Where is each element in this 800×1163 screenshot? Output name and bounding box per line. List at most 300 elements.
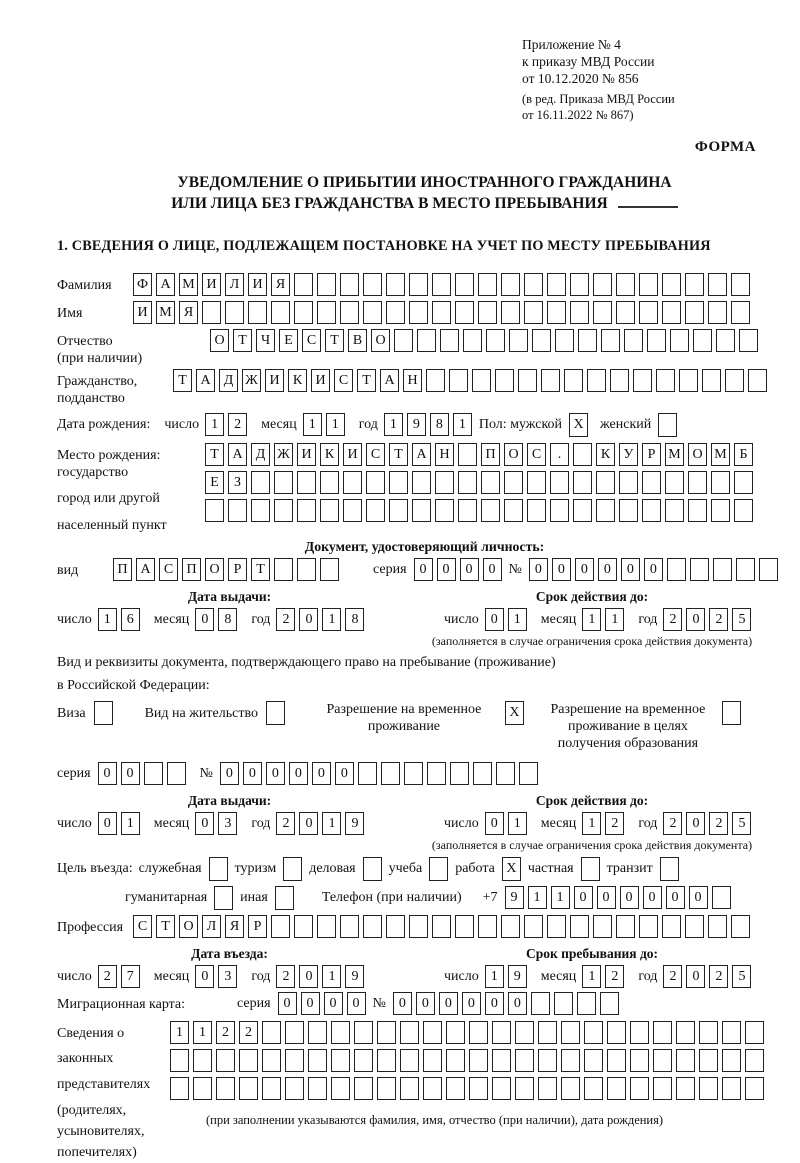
char-box[interactable]: 0 <box>195 608 214 631</box>
char-box[interactable] <box>616 273 635 296</box>
char-box[interactable] <box>596 499 615 522</box>
char-box[interactable] <box>725 369 744 392</box>
char-box[interactable] <box>228 499 247 522</box>
char-box[interactable] <box>515 1049 534 1072</box>
char-box[interactable] <box>358 762 377 785</box>
char-box[interactable]: 2 <box>239 1021 258 1044</box>
char-box[interactable]: 2 <box>605 812 624 835</box>
char-box[interactable]: Т <box>205 443 224 466</box>
char-box[interactable] <box>584 1049 603 1072</box>
char-box[interactable] <box>577 992 596 1015</box>
char-box[interactable] <box>570 915 589 938</box>
char-box[interactable] <box>202 301 221 324</box>
char-box[interactable] <box>630 1077 649 1100</box>
char-box[interactable] <box>409 915 428 938</box>
char-box[interactable] <box>320 499 339 522</box>
char-box[interactable] <box>711 499 730 522</box>
char-box[interactable] <box>633 369 652 392</box>
char-box[interactable] <box>331 1021 350 1044</box>
char-box[interactable] <box>481 499 500 522</box>
char-box[interactable] <box>573 471 592 494</box>
char-box[interactable] <box>630 1021 649 1044</box>
checkbox-purpose-private[interactable] <box>581 857 600 881</box>
char-box[interactable] <box>573 499 592 522</box>
char-box[interactable] <box>722 1049 741 1072</box>
char-box[interactable] <box>759 558 778 581</box>
char-box[interactable] <box>607 1021 626 1044</box>
char-box[interactable] <box>662 273 681 296</box>
char-box[interactable]: М <box>179 273 198 296</box>
char-box[interactable] <box>492 1021 511 1044</box>
char-box[interactable]: В <box>348 329 367 352</box>
char-box[interactable]: 0 <box>301 992 320 1015</box>
char-box[interactable] <box>423 1049 442 1072</box>
char-box[interactable] <box>667 558 686 581</box>
char-box[interactable]: А <box>136 558 155 581</box>
char-box[interactable]: С <box>366 443 385 466</box>
char-box[interactable] <box>455 301 474 324</box>
char-box[interactable]: С <box>159 558 178 581</box>
char-box[interactable]: 0 <box>529 558 548 581</box>
char-box[interactable]: Л <box>202 915 221 938</box>
checkbox-male[interactable]: X <box>569 413 588 437</box>
char-box[interactable] <box>619 471 638 494</box>
char-box[interactable]: 0 <box>439 992 458 1015</box>
char-box[interactable]: 9 <box>345 812 364 835</box>
char-box[interactable]: А <box>156 273 175 296</box>
char-box[interactable]: И <box>265 369 284 392</box>
char-box[interactable] <box>377 1049 396 1072</box>
char-box[interactable] <box>331 1049 350 1072</box>
char-box[interactable] <box>610 369 629 392</box>
char-box[interactable] <box>745 1049 764 1072</box>
char-box[interactable]: Н <box>435 443 454 466</box>
char-box[interactable]: 5 <box>732 608 751 631</box>
char-box[interactable]: К <box>320 443 339 466</box>
char-box[interactable]: А <box>228 443 247 466</box>
char-box[interactable]: Ф <box>133 273 152 296</box>
char-box[interactable] <box>386 915 405 938</box>
char-box[interactable] <box>616 915 635 938</box>
char-box[interactable]: 0 <box>508 992 527 1015</box>
char-box[interactable]: 0 <box>437 558 456 581</box>
char-box[interactable]: 0 <box>278 992 297 1015</box>
char-box[interactable] <box>274 499 293 522</box>
char-box[interactable] <box>593 273 612 296</box>
char-box[interactable]: Т <box>156 915 175 938</box>
char-box[interactable] <box>363 273 382 296</box>
char-box[interactable] <box>251 499 270 522</box>
char-box[interactable] <box>340 915 359 938</box>
checkbox-purpose-business[interactable] <box>363 857 382 881</box>
char-box[interactable] <box>570 273 589 296</box>
char-box[interactable] <box>532 329 551 352</box>
char-box[interactable] <box>363 301 382 324</box>
char-box[interactable] <box>699 1077 718 1100</box>
char-box[interactable]: 0 <box>620 886 639 909</box>
char-box[interactable]: Т <box>389 443 408 466</box>
char-box[interactable]: 1 <box>205 413 224 436</box>
char-box[interactable] <box>745 1021 764 1044</box>
checkbox-visa[interactable] <box>94 701 113 725</box>
char-box[interactable] <box>561 1049 580 1072</box>
char-box[interactable] <box>239 1049 258 1072</box>
char-box[interactable] <box>317 273 336 296</box>
char-box[interactable]: 0 <box>393 992 412 1015</box>
char-box[interactable] <box>561 1077 580 1100</box>
checkbox-purpose-work[interactable]: X <box>502 857 521 881</box>
char-box[interactable] <box>377 1021 396 1044</box>
char-box[interactable]: Б <box>734 443 753 466</box>
char-box[interactable] <box>736 558 755 581</box>
char-box[interactable]: Я <box>225 915 244 938</box>
char-box[interactable] <box>515 1021 534 1044</box>
char-box[interactable] <box>446 1077 465 1100</box>
char-box[interactable]: Т <box>251 558 270 581</box>
char-box[interactable] <box>708 301 727 324</box>
char-box[interactable] <box>455 273 474 296</box>
char-box[interactable]: 2 <box>276 608 295 631</box>
char-box[interactable] <box>170 1049 189 1072</box>
char-box[interactable] <box>699 1049 718 1072</box>
char-box[interactable] <box>688 471 707 494</box>
char-box[interactable]: 2 <box>663 608 682 631</box>
char-box[interactable]: 1 <box>582 608 601 631</box>
char-box[interactable]: О <box>210 329 229 352</box>
char-box[interactable]: 0 <box>485 608 504 631</box>
char-box[interactable]: 9 <box>505 886 524 909</box>
char-box[interactable]: Е <box>279 329 298 352</box>
char-box[interactable]: 9 <box>508 965 527 988</box>
char-box[interactable] <box>616 301 635 324</box>
char-box[interactable]: Я <box>271 273 290 296</box>
char-box[interactable] <box>320 471 339 494</box>
char-box[interactable] <box>432 273 451 296</box>
char-box[interactable]: 2 <box>276 965 295 988</box>
char-box[interactable] <box>734 471 753 494</box>
char-box[interactable]: 1 <box>322 812 341 835</box>
char-box[interactable] <box>193 1049 212 1072</box>
char-box[interactable]: 1 <box>303 413 322 436</box>
char-box[interactable] <box>711 471 730 494</box>
char-box[interactable]: Н <box>403 369 422 392</box>
char-box[interactable] <box>653 1077 672 1100</box>
char-box[interactable]: С <box>302 329 321 352</box>
char-box[interactable] <box>478 273 497 296</box>
checkbox-residence-permit[interactable] <box>266 701 285 725</box>
char-box[interactable]: 0 <box>243 762 262 785</box>
char-box[interactable]: 0 <box>335 762 354 785</box>
char-box[interactable] <box>363 915 382 938</box>
char-box[interactable] <box>193 1077 212 1100</box>
char-box[interactable]: 5 <box>732 812 751 835</box>
char-box[interactable] <box>570 301 589 324</box>
char-box[interactable] <box>690 558 709 581</box>
char-box[interactable]: 1 <box>582 965 601 988</box>
char-box[interactable] <box>262 1049 281 1072</box>
char-box[interactable]: 1 <box>322 965 341 988</box>
char-box[interactable]: 0 <box>575 558 594 581</box>
char-box[interactable] <box>550 499 569 522</box>
char-box[interactable] <box>748 369 767 392</box>
char-box[interactable] <box>519 762 538 785</box>
char-box[interactable] <box>432 915 451 938</box>
char-box[interactable] <box>554 992 573 1015</box>
char-box[interactable]: 1 <box>121 812 140 835</box>
char-box[interactable]: 0 <box>485 812 504 835</box>
char-box[interactable]: 0 <box>195 965 214 988</box>
char-box[interactable] <box>600 992 619 1015</box>
char-box[interactable]: З <box>228 471 247 494</box>
char-box[interactable] <box>458 499 477 522</box>
char-box[interactable] <box>584 1021 603 1044</box>
char-box[interactable] <box>409 273 428 296</box>
char-box[interactable] <box>538 1077 557 1100</box>
char-box[interactable]: 0 <box>289 762 308 785</box>
char-box[interactable] <box>297 471 316 494</box>
char-box[interactable] <box>409 301 428 324</box>
char-box[interactable]: 1 <box>384 413 403 436</box>
char-box[interactable] <box>722 1021 741 1044</box>
char-box[interactable] <box>665 499 684 522</box>
char-box[interactable] <box>469 1021 488 1044</box>
char-box[interactable]: 1 <box>528 886 547 909</box>
char-box[interactable] <box>377 1077 396 1100</box>
char-box[interactable] <box>642 471 661 494</box>
char-box[interactable] <box>676 1021 695 1044</box>
checkbox-purpose-transit[interactable] <box>660 857 679 881</box>
char-box[interactable]: П <box>481 443 500 466</box>
char-box[interactable] <box>712 886 731 909</box>
checkbox-temp-residence[interactable]: X <box>505 701 524 725</box>
char-box[interactable]: 1 <box>508 608 527 631</box>
char-box[interactable] <box>708 915 727 938</box>
char-box[interactable] <box>450 762 469 785</box>
char-box[interactable]: 0 <box>299 608 318 631</box>
char-box[interactable]: Я <box>179 301 198 324</box>
char-box[interactable]: Р <box>642 443 661 466</box>
char-box[interactable] <box>381 762 400 785</box>
checkbox-purpose-study[interactable] <box>429 857 448 881</box>
char-box[interactable] <box>676 1077 695 1100</box>
char-box[interactable] <box>216 1049 235 1072</box>
char-box[interactable] <box>167 762 186 785</box>
char-box[interactable] <box>639 273 658 296</box>
char-box[interactable] <box>432 301 451 324</box>
char-box[interactable] <box>435 471 454 494</box>
char-box[interactable] <box>596 471 615 494</box>
char-box[interactable]: А <box>412 443 431 466</box>
char-box[interactable] <box>656 369 675 392</box>
char-box[interactable] <box>685 915 704 938</box>
char-box[interactable]: 0 <box>299 965 318 988</box>
char-box[interactable] <box>630 1049 649 1072</box>
char-box[interactable] <box>458 443 477 466</box>
checkbox-purpose-tourism[interactable] <box>283 857 302 881</box>
char-box[interactable]: 0 <box>686 608 705 631</box>
char-box[interactable] <box>412 499 431 522</box>
char-box[interactable] <box>354 1049 373 1072</box>
char-box[interactable] <box>262 1077 281 1100</box>
char-box[interactable]: 1 <box>605 608 624 631</box>
char-box[interactable]: Е <box>205 471 224 494</box>
char-box[interactable]: 1 <box>508 812 527 835</box>
char-box[interactable] <box>340 273 359 296</box>
char-box[interactable]: 0 <box>220 762 239 785</box>
char-box[interactable] <box>404 762 423 785</box>
char-box[interactable] <box>343 499 362 522</box>
char-box[interactable]: 1 <box>485 965 504 988</box>
char-box[interactable] <box>518 369 537 392</box>
char-box[interactable] <box>423 1077 442 1100</box>
char-box[interactable] <box>561 1021 580 1044</box>
char-box[interactable] <box>515 1077 534 1100</box>
char-box[interactable]: И <box>202 273 221 296</box>
char-box[interactable]: 2 <box>605 965 624 988</box>
char-box[interactable] <box>662 915 681 938</box>
char-box[interactable]: Д <box>219 369 238 392</box>
checkbox-purpose-official[interactable] <box>209 857 228 881</box>
char-box[interactable] <box>496 762 515 785</box>
char-box[interactable]: О <box>179 915 198 938</box>
char-box[interactable]: 5 <box>732 965 751 988</box>
char-box[interactable] <box>400 1049 419 1072</box>
char-box[interactable] <box>205 499 224 522</box>
char-box[interactable]: 0 <box>485 992 504 1015</box>
char-box[interactable] <box>446 1049 465 1072</box>
char-box[interactable]: И <box>343 443 362 466</box>
char-box[interactable] <box>455 915 474 938</box>
char-box[interactable] <box>501 273 520 296</box>
char-box[interactable] <box>285 1049 304 1072</box>
char-box[interactable]: М <box>711 443 730 466</box>
char-box[interactable] <box>144 762 163 785</box>
char-box[interactable] <box>679 369 698 392</box>
char-box[interactable] <box>426 369 445 392</box>
char-box[interactable] <box>297 558 316 581</box>
char-box[interactable] <box>394 329 413 352</box>
char-box[interactable]: 1 <box>98 608 117 631</box>
char-box[interactable]: 0 <box>121 762 140 785</box>
char-box[interactable]: 1 <box>322 608 341 631</box>
char-box[interactable]: М <box>665 443 684 466</box>
char-box[interactable] <box>440 329 459 352</box>
char-box[interactable]: С <box>334 369 353 392</box>
char-box[interactable] <box>587 369 606 392</box>
char-box[interactable] <box>531 992 550 1015</box>
char-box[interactable] <box>593 301 612 324</box>
char-box[interactable]: Т <box>233 329 252 352</box>
char-box[interactable] <box>702 369 721 392</box>
char-box[interactable] <box>225 301 244 324</box>
char-box[interactable] <box>285 1021 304 1044</box>
char-box[interactable] <box>331 1077 350 1100</box>
char-box[interactable] <box>527 471 546 494</box>
char-box[interactable]: 0 <box>621 558 640 581</box>
char-box[interactable]: Ж <box>274 443 293 466</box>
char-box[interactable]: К <box>288 369 307 392</box>
char-box[interactable] <box>564 369 583 392</box>
char-box[interactable]: 9 <box>345 965 364 988</box>
char-box[interactable] <box>734 499 753 522</box>
char-box[interactable]: 0 <box>598 558 617 581</box>
char-box[interactable]: 3 <box>218 965 237 988</box>
char-box[interactable] <box>527 499 546 522</box>
char-box[interactable] <box>386 273 405 296</box>
char-box[interactable]: 0 <box>689 886 708 909</box>
char-box[interactable] <box>555 329 574 352</box>
char-box[interactable] <box>647 329 666 352</box>
char-box[interactable] <box>607 1049 626 1072</box>
char-box[interactable]: 2 <box>709 965 728 988</box>
char-box[interactable] <box>492 1077 511 1100</box>
char-box[interactable] <box>665 471 684 494</box>
char-box[interactable] <box>708 273 727 296</box>
char-box[interactable] <box>478 301 497 324</box>
char-box[interactable]: 0 <box>597 886 616 909</box>
char-box[interactable]: И <box>133 301 152 324</box>
char-box[interactable] <box>446 1021 465 1044</box>
char-box[interactable] <box>495 369 514 392</box>
char-box[interactable]: 1 <box>170 1021 189 1044</box>
char-box[interactable]: У <box>619 443 638 466</box>
char-box[interactable] <box>538 1049 557 1072</box>
char-box[interactable] <box>473 762 492 785</box>
char-box[interactable] <box>285 1077 304 1100</box>
char-box[interactable] <box>463 329 482 352</box>
char-box[interactable]: Т <box>173 369 192 392</box>
char-box[interactable]: 0 <box>460 558 479 581</box>
char-box[interactable] <box>550 471 569 494</box>
char-box[interactable] <box>504 499 523 522</box>
char-box[interactable] <box>271 301 290 324</box>
char-box[interactable] <box>271 915 290 938</box>
char-box[interactable] <box>216 1077 235 1100</box>
char-box[interactable]: Т <box>357 369 376 392</box>
char-box[interactable]: 0 <box>98 812 117 835</box>
char-box[interactable] <box>294 273 313 296</box>
char-box[interactable]: 0 <box>483 558 502 581</box>
char-box[interactable]: 0 <box>552 558 571 581</box>
char-box[interactable] <box>308 1077 327 1100</box>
char-box[interactable] <box>239 1077 258 1100</box>
char-box[interactable] <box>547 301 566 324</box>
char-box[interactable] <box>248 301 267 324</box>
char-box[interactable]: 6 <box>121 608 140 631</box>
char-box[interactable] <box>699 1021 718 1044</box>
char-box[interactable]: 0 <box>574 886 593 909</box>
char-box[interactable] <box>593 915 612 938</box>
char-box[interactable]: 2 <box>216 1021 235 1044</box>
char-box[interactable] <box>547 273 566 296</box>
char-box[interactable]: О <box>205 558 224 581</box>
char-box[interactable] <box>366 471 385 494</box>
char-box[interactable] <box>478 915 497 938</box>
char-box[interactable]: А <box>380 369 399 392</box>
char-box[interactable]: 0 <box>686 965 705 988</box>
char-box[interactable] <box>294 301 313 324</box>
char-box[interactable]: П <box>182 558 201 581</box>
char-box[interactable]: Р <box>228 558 247 581</box>
char-box[interactable]: О <box>504 443 523 466</box>
char-box[interactable]: 0 <box>644 558 663 581</box>
char-box[interactable] <box>389 499 408 522</box>
char-box[interactable] <box>685 301 704 324</box>
char-box[interactable]: Р <box>248 915 267 938</box>
char-box[interactable]: 2 <box>98 965 117 988</box>
char-box[interactable] <box>670 329 689 352</box>
char-box[interactable] <box>739 329 758 352</box>
